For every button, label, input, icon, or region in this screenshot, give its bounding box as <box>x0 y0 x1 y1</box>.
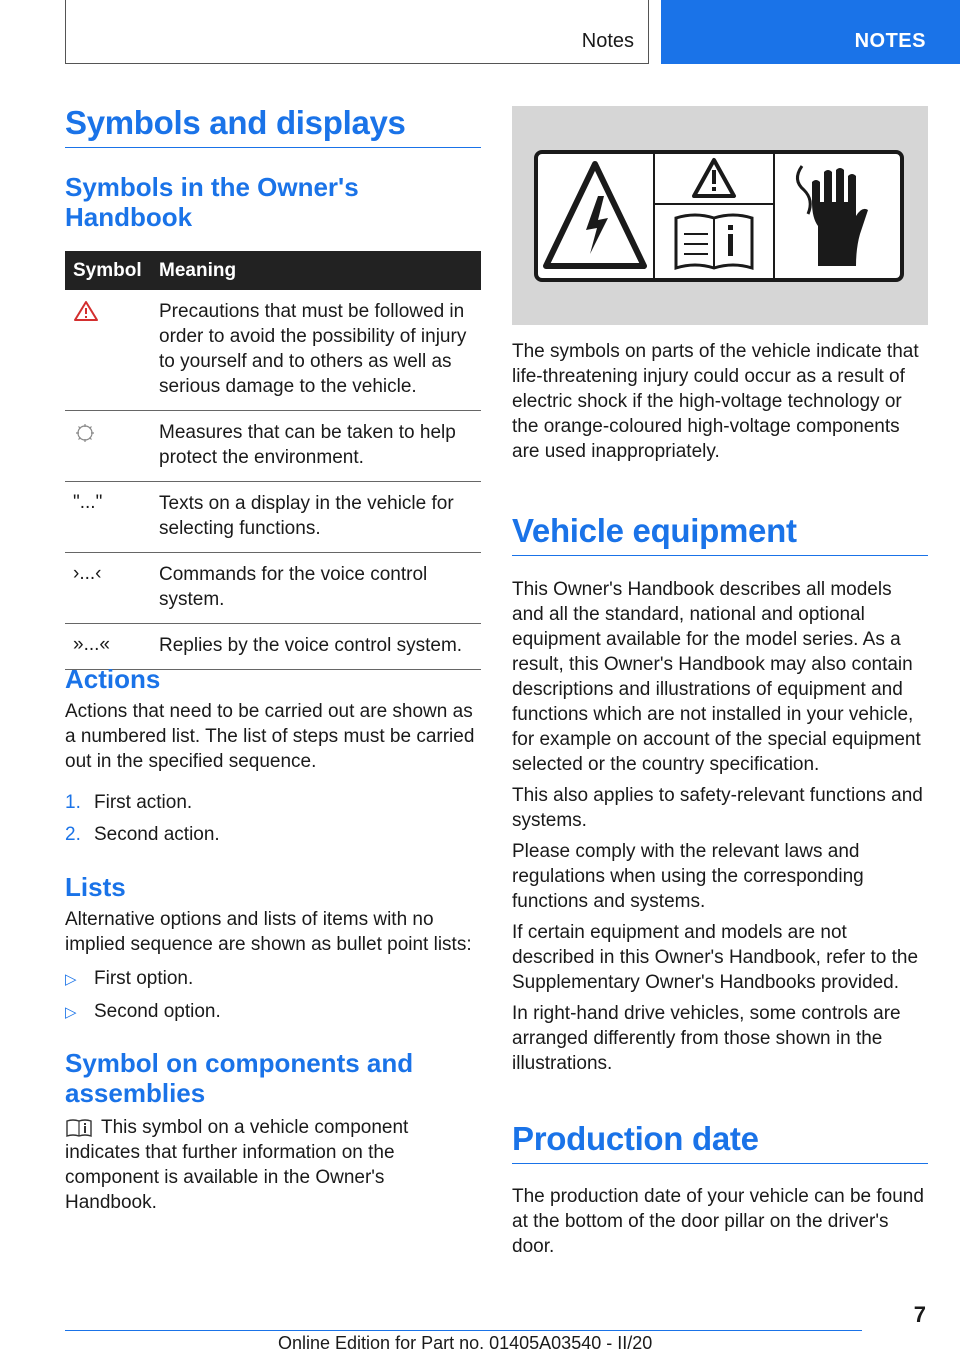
handbook-icon <box>65 1118 93 1143</box>
production-heading-block <box>512 1120 928 1164</box>
lists-heading: Lists <box>65 872 126 902</box>
equipment-heading-block <box>512 512 928 556</box>
photo-caption: The symbols on parts of the vehicle indicate that life-threatening injury could occur as a result of electric shock if the high-voltage technology or the orange-coloured high-voltage components are used inappropriately. <box>512 341 919 462</box>
components-heading-1: Symbol on components and <box>65 1048 414 1078</box>
components-body: This symbol on a vehicle component indicates that further information on the component is available in the Owner's Handbook. <box>65 1117 409 1213</box>
table-row: Measures that can be taken to help protect the environment. <box>65 411 481 482</box>
actions-body: Actions that need to be carried out are shown as a numbered list. The list of steps must be carried out in the specified sequence. <box>65 701 475 772</box>
lists-body: Alternative options and lists of items with no implied sequence are shown as bullet point lists: <box>65 909 472 955</box>
high-voltage-label-photo <box>512 106 928 325</box>
footer-edition: Online Edition for Part no. 01405A03540 - II/20 <box>278 1333 653 1353</box>
environment-icon <box>73 421 97 451</box>
chapter-tab[interactable] <box>661 0 960 64</box>
lists-section <box>65 872 481 957</box>
equipment-body: This Owner's Handbook describes all models and all the standard, national and optional equipment available for the model series. As a result, this Owner's Handbook may also contain descriptions and illustrations of equipment and functions which are not installed in your vehicle, for example on account of the special equipment selected or the country specification. This also applies to safety-relevant functions and systems. Please comply with the relevant laws and regulations when using the corresponding functions and systems. If certain equipment and models are not described in this Owner's Handbook, refer to the Supplementary Owner's Handbooks provided. In right-hand drive vehicles, some controls are arranged differently from those shown in the illustrations. <box>512 579 923 1074</box>
col-symbol: Symbol <box>73 260 142 281</box>
header-frame <box>65 0 649 64</box>
production-body: The production date of your vehicle can be found at the bottom of the door pillar on the driver's door. <box>512 1186 924 1257</box>
bullet-icon: ▷ <box>65 971 77 988</box>
col-meaning: Meaning <box>159 260 237 281</box>
components-heading-2: assemblies <box>65 1078 206 1108</box>
equipment-heading: Vehicle equipment <box>512 512 797 549</box>
table-header <box>65 251 481 290</box>
warning-triangle-icon <box>73 300 99 328</box>
components-section <box>65 1048 481 1108</box>
footer-divider <box>65 1330 862 1331</box>
table-row: »...« Replies by the voice control system. <box>65 624 481 670</box>
table-row: "..." Texts on a display in the vehicle for selecting functions. <box>65 482 481 553</box>
chapter-tab-label: NOTES <box>854 30 926 52</box>
table-row: ›...‹ Commands for the voice control system. <box>65 553 481 624</box>
page-title-block <box>65 104 481 148</box>
subtitle: Symbols in the Owner's Handbook <box>65 172 359 232</box>
actions-heading: Actions <box>65 664 161 694</box>
symbols-table <box>65 251 481 670</box>
page-title: Symbols and displays <box>65 104 406 141</box>
actions-section <box>65 664 481 774</box>
table-row: Precautions that must be followed in order to avoid the possibility of injury to yourself and to others as well as serious damage to the vehicle. <box>65 290 481 411</box>
bullet-icon: ▷ <box>65 1004 77 1021</box>
production-heading: Production date <box>512 1120 759 1157</box>
section-title: Notes <box>581 30 634 52</box>
page-number: 7 <box>913 1302 926 1327</box>
